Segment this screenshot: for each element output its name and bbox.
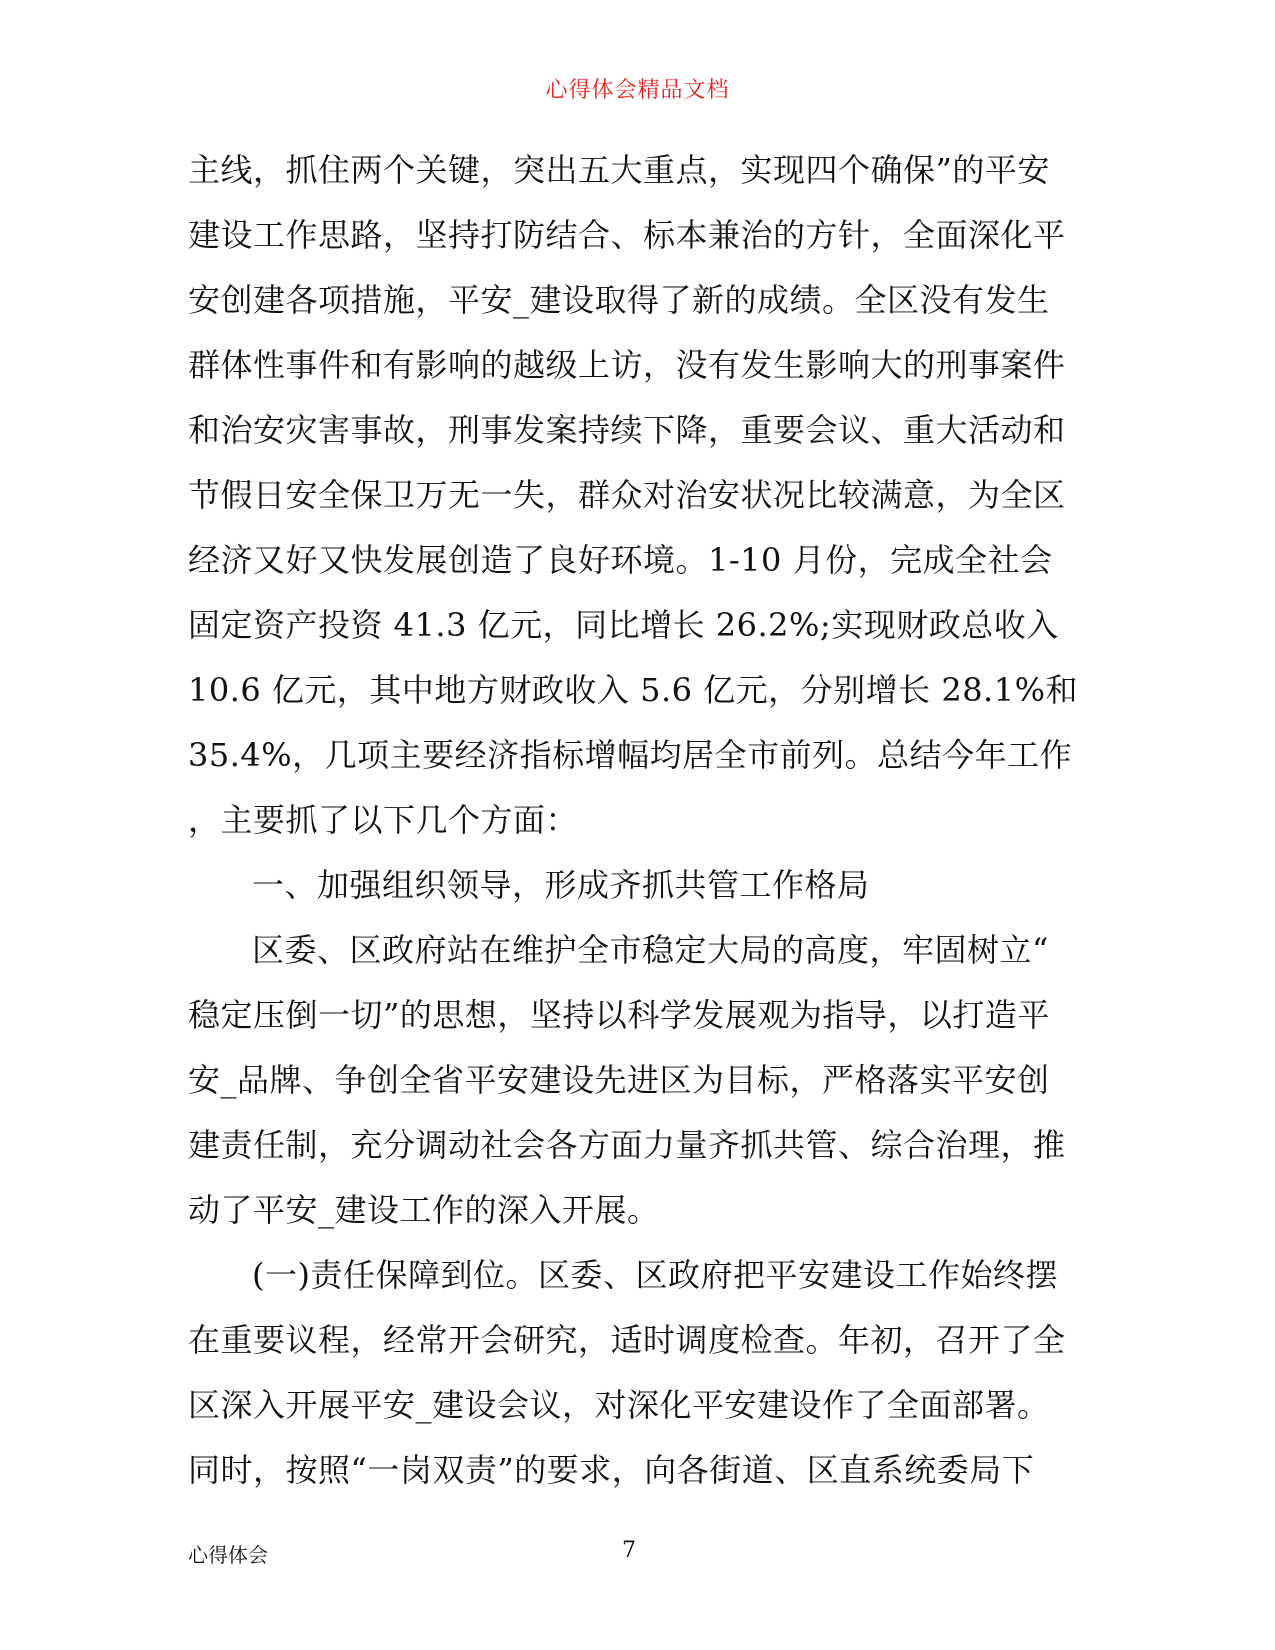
body-text-line: 节假日安全保卫万无一失，群众对治安状况比较满意，为全区	[188, 476, 1066, 514]
body-text-line: 固定资产投资 41.3 亿元，同比增长 26.2%;实现财政总收入	[188, 606, 1059, 644]
body-text-line: ，主要抓了以下几个方面：	[188, 801, 579, 839]
body-text-line: 动了平安_建设工作的深入开展。	[188, 1191, 660, 1229]
body-text-line: 安_品牌、争创全省平安建设先进区为目标，严格落实平安创	[188, 1061, 1050, 1099]
body-text-line: 区委、区政府站在维护全市稳定大局的高度，牢固树立“	[252, 931, 1049, 969]
body-text-line: 10.6 亿元，其中地方财政收入 5.6 亿元，分别增长 28.1%和	[188, 671, 1078, 709]
body-text-line: 主线，抓住两个关键，突出五大重点，实现四个确保”的平安	[188, 151, 1050, 189]
body-text-line: 稳定压倒一切”的思想，坚持以科学发展观为指导，以打造平	[188, 996, 1050, 1034]
body-text-line: 建设工作思路，坚持打防结合、标本兼治的方针，全面深化平	[188, 216, 1066, 254]
body-text-line: 群体性事件和有影响的越级上访，没有发生影响大的刑事案件	[188, 346, 1066, 384]
body-text-line: 区深入开展平安_建设会议，对深化平安建设作了全面部署。	[188, 1386, 1050, 1424]
footer-label: 心得体会	[188, 1543, 268, 1567]
document-body	[188, 145, 1093, 1510]
body-text-line: 安创建各项措施，平安_建设取得了新的成绩。全区没有发生	[188, 281, 1050, 319]
body-text-line: 和治安灾害事故，刑事发案持续下降，重要会议、重大活动和	[188, 411, 1066, 449]
body-text-line: 同时，按照“一岗双责”的要求，向各街道、区直系统委局下	[188, 1451, 1035, 1489]
body-text-line: 建责任制，充分调动社会各方面力量齐抓共管、综合治理，推	[188, 1126, 1066, 1164]
page-number: 7	[622, 1538, 636, 1563]
body-text-line: (一)责任保障到位。区委、区政府把平安建设工作始终摆	[252, 1256, 1058, 1294]
document-header-title: 心得体会精品文档	[545, 78, 730, 103]
body-text-line: 35.4%，几项主要经济指标增幅均居全市前列。总结今年工作	[188, 736, 1073, 774]
body-text-line: 在重要议程，经常开会研究，适时调度检查。年初，召开了全	[188, 1321, 1066, 1359]
body-text-line: 一、加强组织领导，形成齐抓共管工作格局	[252, 866, 870, 904]
body-text-line: 经济又好又快发展创造了良好环境。1-10 月份，完成全社会	[188, 541, 1053, 579]
